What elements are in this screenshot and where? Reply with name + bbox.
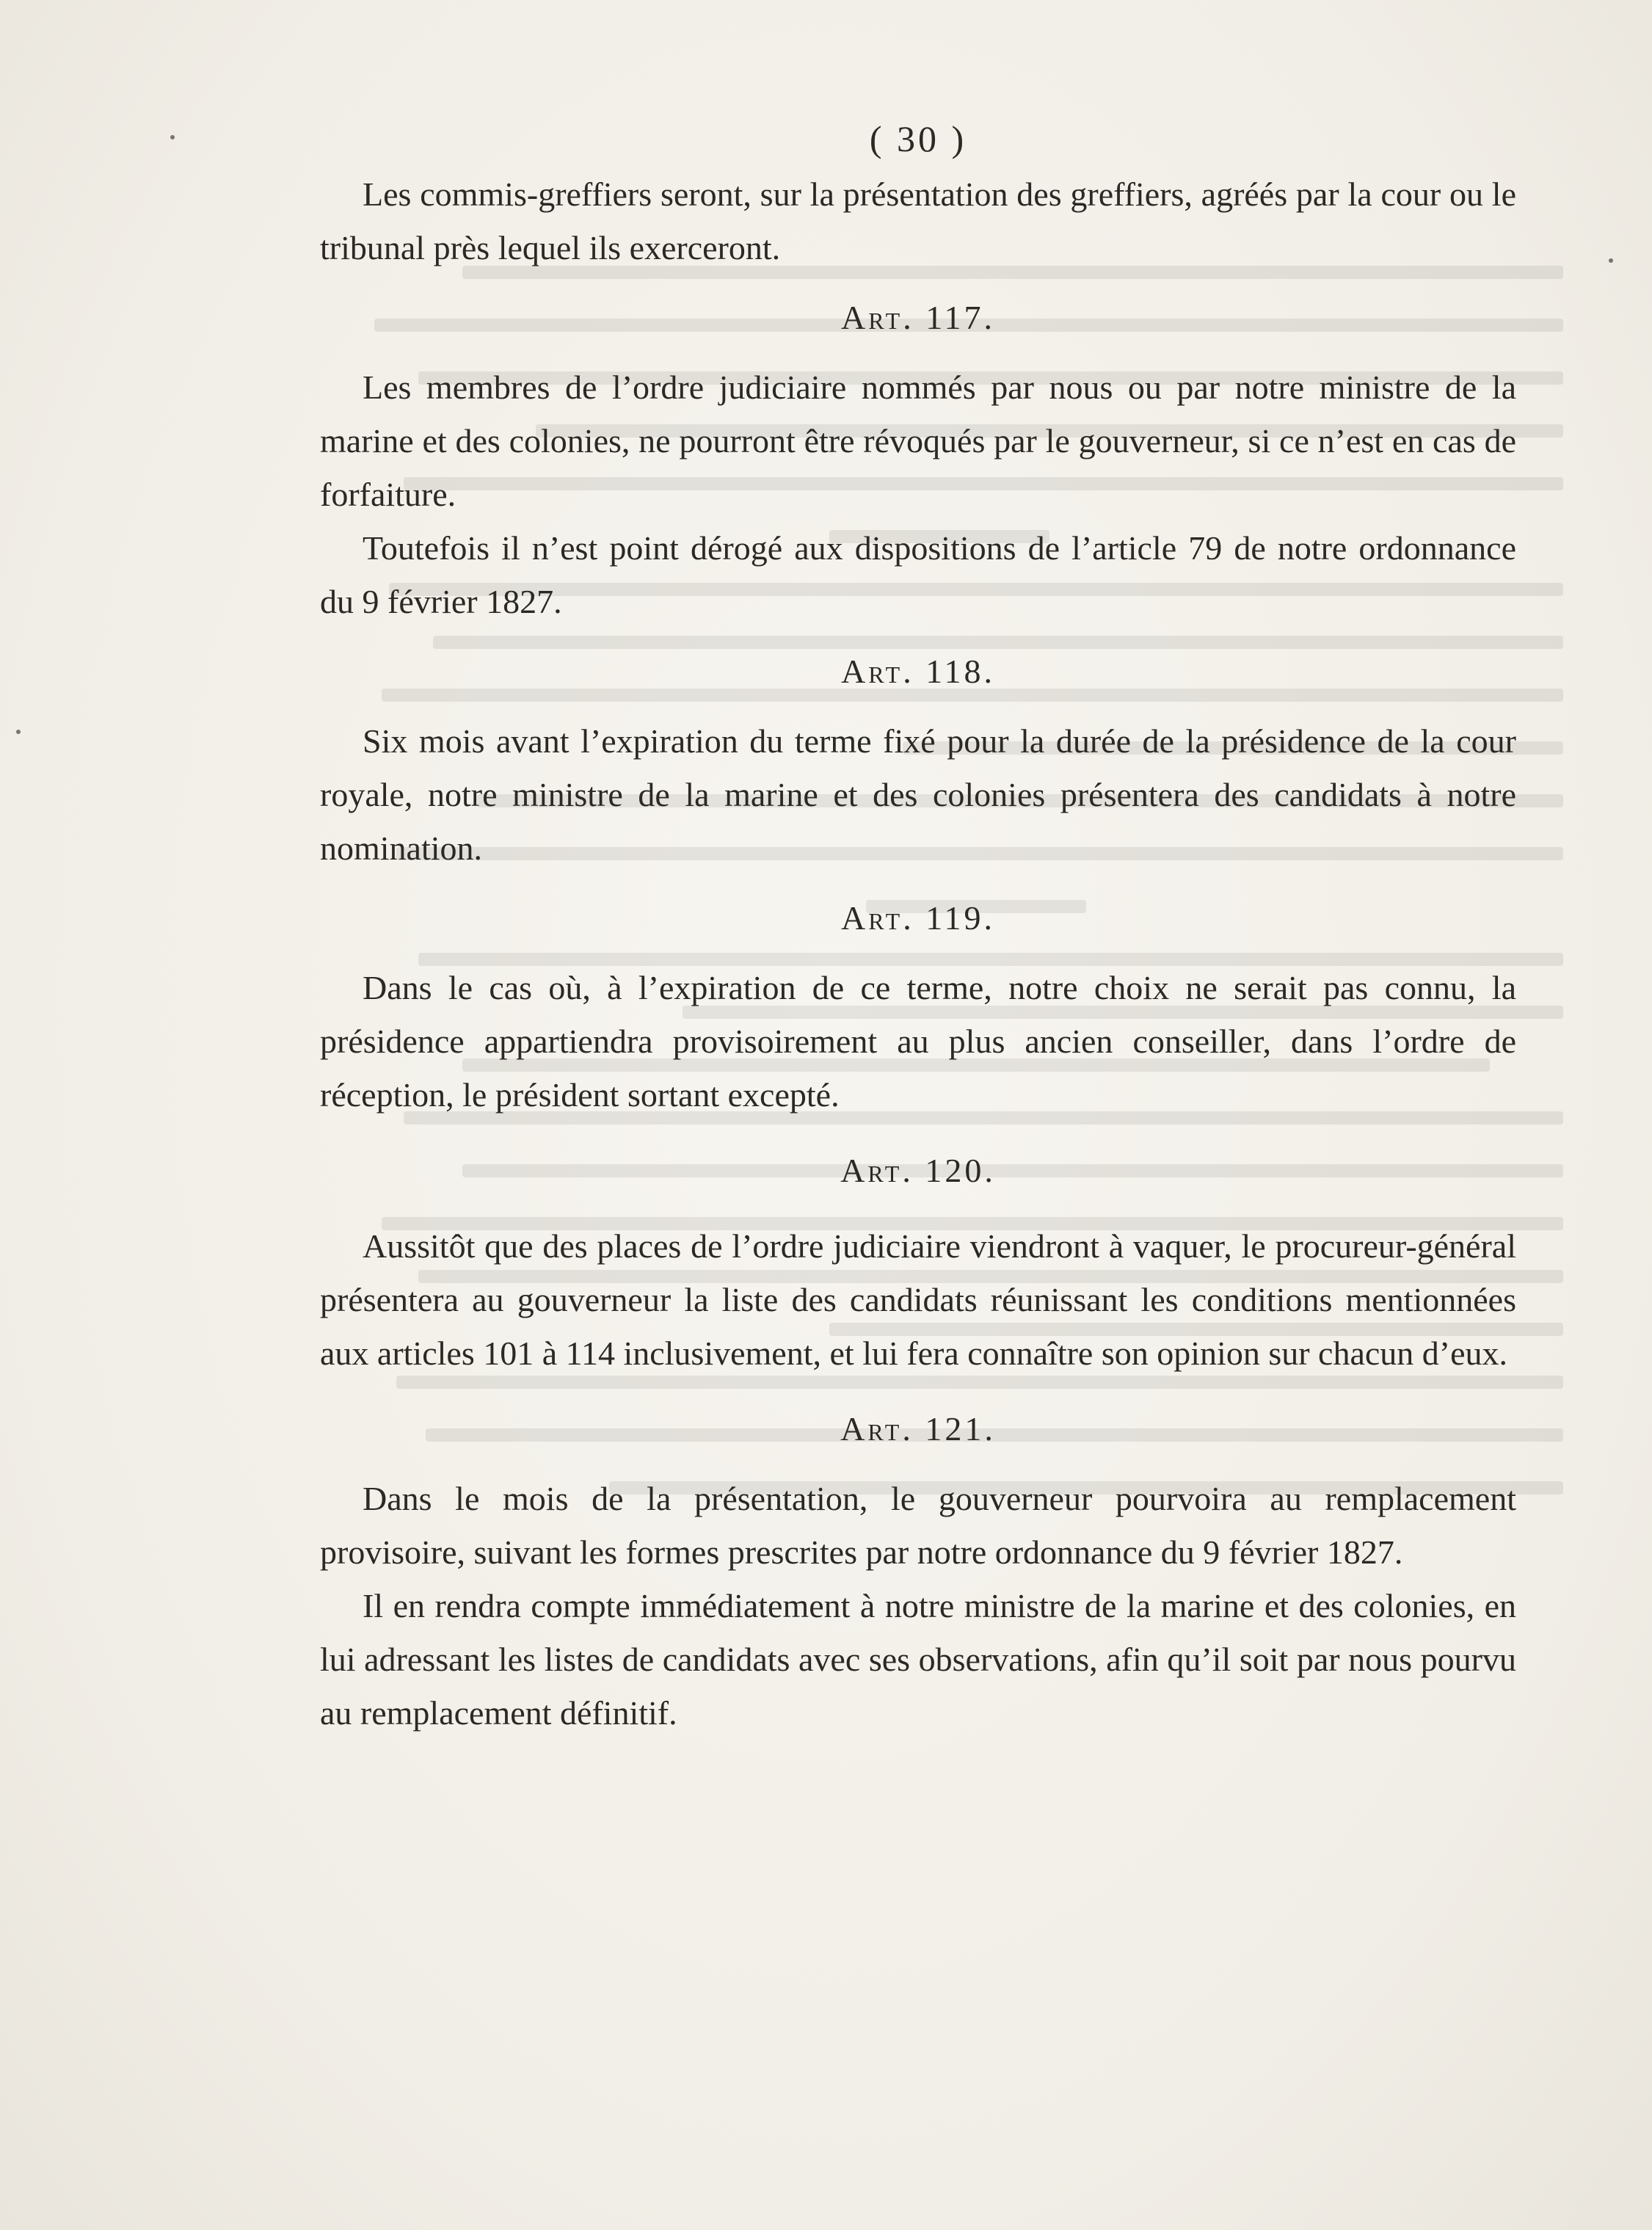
paper-speck [16, 730, 21, 734]
paragraph: Dans le cas où, à l’expiration de ce terme, notre choix ne serait pas connu, la présidence appartiendra provisoirement au plus ancien conseiller, dans l’ordre de réception, le président sortant excepté. [320, 969, 1516, 1114]
paragraph: Six mois avant l’expiration du terme fixé pour la durée de la présidence de la cour royale, notre ministre de la marine et des colonies présentera des candidats à notre nomination. [320, 722, 1516, 867]
paragraph: Il en rendra compte immédiatement à notre ministre de la marine et des colonies, en lui adressant les listes de candidats avec ses observations, afin qu’il soit par nous pourvu au remplacement définitif. [320, 1587, 1516, 1732]
article-heading-119: Art. 119. [841, 899, 995, 937]
paragraph: Aussitôt que des places de l’ordre judiciaire viendront à vaquer, le procureur-général présentera au gouverneur la liste des candidats réunissant les conditions mentionnées aux articles 101 à 114 inclusivement, et lui fera connaître son opinion sur chacun d’eux. [320, 1227, 1516, 1372]
page-number: ( 30 ) [869, 118, 967, 159]
paragraph: Les membres de l’ordre judiciaire nommés par nous ou par notre ministre de la marine et des colonies, ne pourront être révoqués par le gouverneur, si ce n’est en cas de forfaiture. [320, 368, 1516, 513]
paper-speck [170, 135, 175, 139]
paragraph: Dans le mois de la présentation, le gouverneur pourvoira au remplacement provisoire, suivant les formes prescrites par notre ordonnance du 9 février 1827. [320, 1480, 1516, 1571]
article-heading-117: Art. 117. [841, 299, 995, 336]
paragraph: Les commis-greffiers seront, sur la présentation des greffiers, agréés par la cour ou le tribunal près lequel ils exerceront. [320, 175, 1516, 266]
article-heading-121: Art. 121. [840, 1410, 996, 1448]
page-body [320, 110, 1516, 1740]
article-heading-118: Art. 118. [841, 653, 995, 690]
paper-speck [1609, 258, 1613, 263]
article-heading-120: Art. 120. [840, 1152, 996, 1189]
paragraph: Toutefois il n’est point dérogé aux dispositions de l’article 79 de notre ordonnance du 9 février 1827. [320, 529, 1516, 620]
